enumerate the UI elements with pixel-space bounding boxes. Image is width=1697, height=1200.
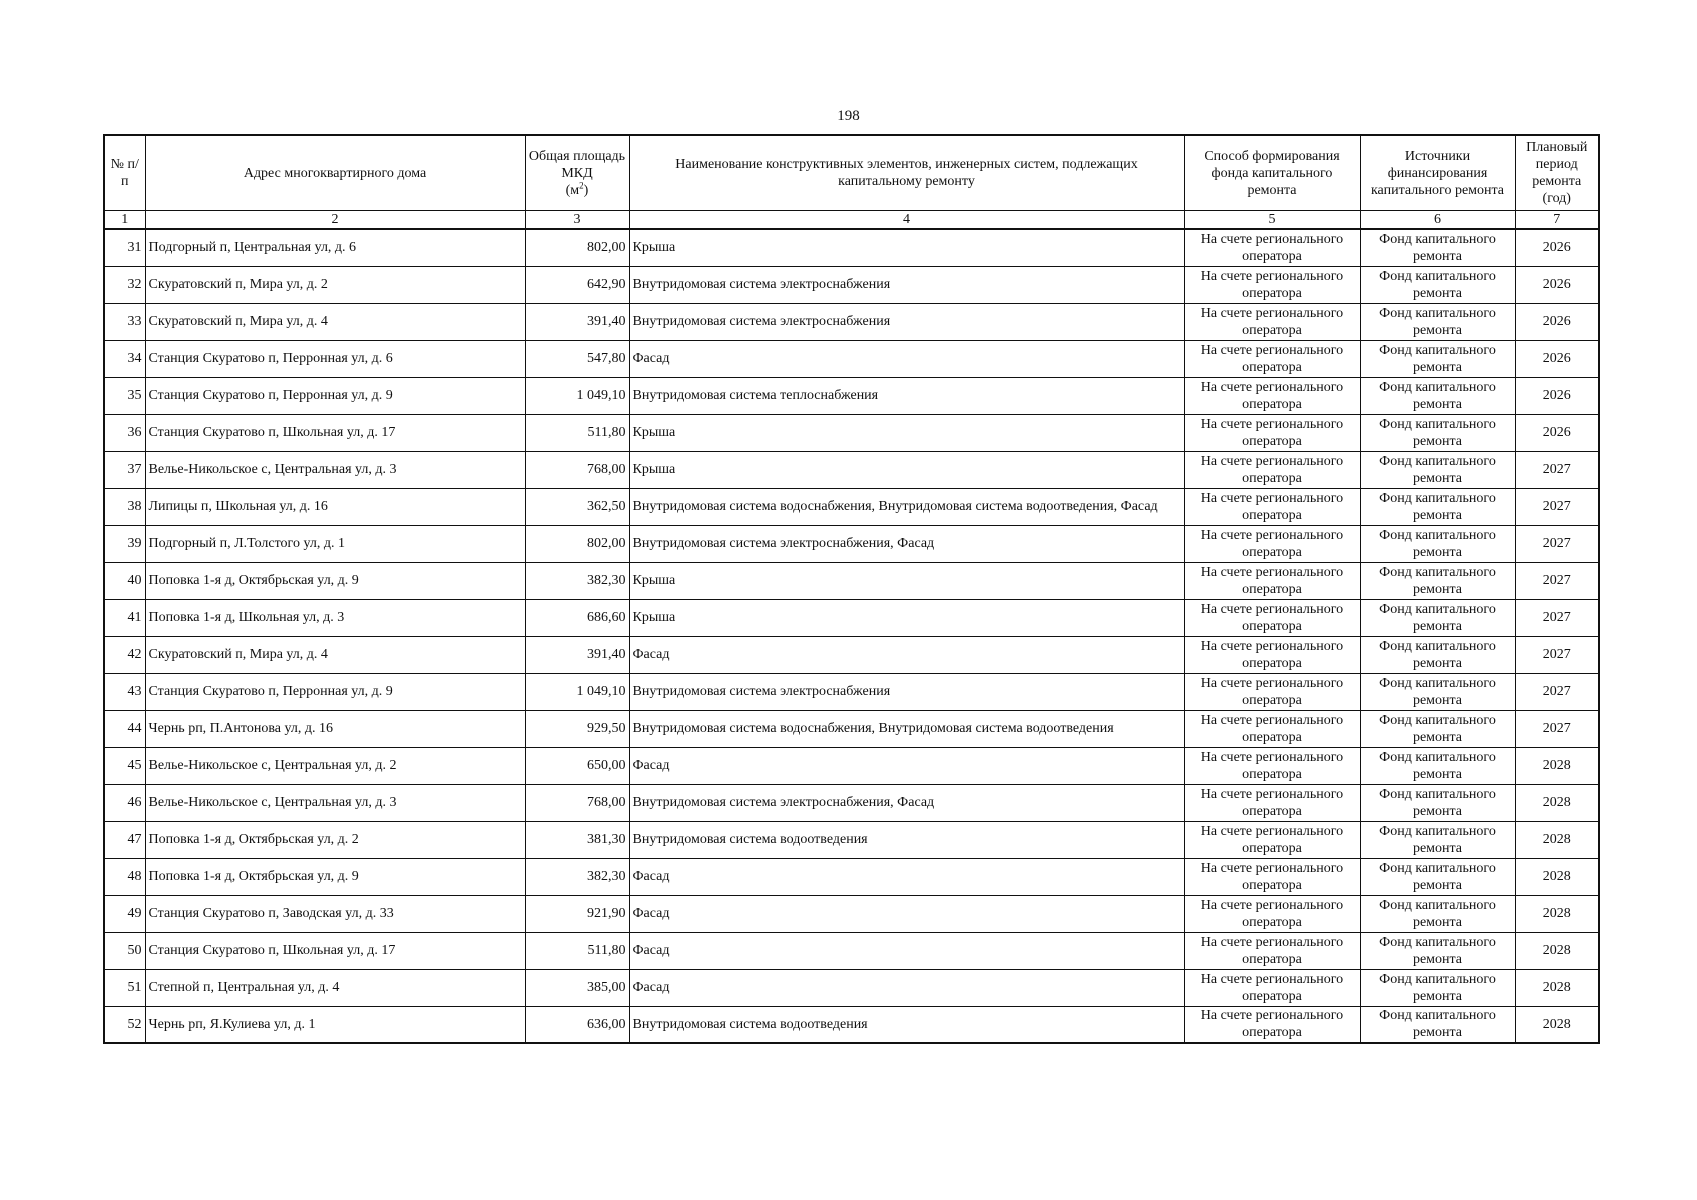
row-funding-method: На счете регионального оператора — [1184, 266, 1360, 303]
row-address: Подгорный п, Центральная ул, д. 6 — [145, 229, 525, 266]
row-elements: Внутридомовая система электроснабжения, Фасад — [629, 784, 1184, 821]
row-area: 768,00 — [525, 451, 629, 488]
row-planned-year: 2026 — [1515, 303, 1599, 340]
row-number: 32 — [104, 266, 145, 303]
row-funding-source: Фонд капитального ремонта — [1360, 599, 1515, 636]
row-address: Поповка 1-я д, Октябрьская ул, д. 9 — [145, 858, 525, 895]
row-elements: Внутридомовая система водоотведения — [629, 821, 1184, 858]
row-area: 1 049,10 — [525, 673, 629, 710]
header-num: № п/п — [104, 135, 145, 211]
row-address: Чернь рп, Я.Кулиева ул, д. 1 — [145, 1006, 525, 1043]
row-address: Поповка 1-я д, Октябрьская ул, д. 9 — [145, 562, 525, 599]
header-method: Способ формирования фонда капитального ремонта — [1184, 135, 1360, 211]
row-address: Чернь рп, П.Антонова ул, д. 16 — [145, 710, 525, 747]
row-funding-method: На счете регионального оператора — [1184, 229, 1360, 266]
row-planned-year: 2027 — [1515, 488, 1599, 525]
row-elements: Внутридомовая система водоснабжения, Внутридомовая система водоотведения, Фасад — [629, 488, 1184, 525]
row-funding-source: Фонд капитального ремонта — [1360, 895, 1515, 932]
row-elements: Внутридомовая система электроснабжения — [629, 266, 1184, 303]
table-row — [104, 451, 1599, 488]
table-body — [104, 229, 1599, 1043]
row-elements: Фасад — [629, 636, 1184, 673]
table-header-row — [104, 135, 1599, 211]
row-planned-year: 2026 — [1515, 340, 1599, 377]
row-funding-source: Фонд капитального ремонта — [1360, 414, 1515, 451]
row-elements: Крыша — [629, 599, 1184, 636]
row-area: 686,60 — [525, 599, 629, 636]
row-elements: Фасад — [629, 895, 1184, 932]
row-area: 385,00 — [525, 969, 629, 1006]
row-funding-source: Фонд капитального ремонта — [1360, 451, 1515, 488]
row-area: 511,80 — [525, 414, 629, 451]
row-funding-method: На счете регионального оператора — [1184, 784, 1360, 821]
row-planned-year: 2027 — [1515, 599, 1599, 636]
header-area-label: Общая площадь МКД — [528, 148, 626, 181]
row-elements: Фасад — [629, 969, 1184, 1006]
row-number: 47 — [104, 821, 145, 858]
row-area: 636,00 — [525, 1006, 629, 1043]
row-number: 33 — [104, 303, 145, 340]
column-number: 1 — [104, 211, 145, 230]
row-funding-method: На счете регионального оператора — [1184, 562, 1360, 599]
row-planned-year: 2026 — [1515, 266, 1599, 303]
row-planned-year: 2028 — [1515, 821, 1599, 858]
row-funding-method: На счете регионального оператора — [1184, 340, 1360, 377]
row-planned-year: 2026 — [1515, 229, 1599, 266]
row-number: 36 — [104, 414, 145, 451]
row-funding-method: На счете регионального оператора — [1184, 932, 1360, 969]
row-funding-method: На счете регионального оператора — [1184, 303, 1360, 340]
row-area: 768,00 — [525, 784, 629, 821]
row-funding-method: На счете регионального оператора — [1184, 673, 1360, 710]
repair-register-table — [103, 134, 1600, 1044]
row-funding-source: Фонд капитального ремонта — [1360, 969, 1515, 1006]
row-funding-source: Фонд капитального ремонта — [1360, 858, 1515, 895]
row-elements: Фасад — [629, 932, 1184, 969]
row-planned-year: 2027 — [1515, 710, 1599, 747]
column-number: 4 — [629, 211, 1184, 230]
row-number: 46 — [104, 784, 145, 821]
row-number: 45 — [104, 747, 145, 784]
row-address: Липицы п, Школьная ул, д. 16 — [145, 488, 525, 525]
row-number: 51 — [104, 969, 145, 1006]
row-elements: Внутридомовая система электроснабжения, Фасад — [629, 525, 1184, 562]
header-source: Источники финансирования капитального ремонта — [1360, 135, 1515, 211]
row-address: Станция Скуратово п, Перронная ул, д. 9 — [145, 673, 525, 710]
header-area-unit: $(м^2)$ — [565, 179, 589, 198]
row-funding-method: На счете регионального оператора — [1184, 895, 1360, 932]
row-funding-source: Фонд капитального ремонта — [1360, 303, 1515, 340]
row-elements: Внутридомовая система теплоснабжения — [629, 377, 1184, 414]
row-area: 511,80 — [525, 932, 629, 969]
row-number: 34 — [104, 340, 145, 377]
table-row — [104, 932, 1599, 969]
row-planned-year: 2026 — [1515, 377, 1599, 414]
row-funding-source: Фонд капитального ремонта — [1360, 821, 1515, 858]
table-row — [104, 562, 1599, 599]
row-address: Степной п, Центральная ул, д. 4 — [145, 969, 525, 1006]
table-row — [104, 377, 1599, 414]
table-row — [104, 673, 1599, 710]
row-funding-method: На счете регионального оператора — [1184, 414, 1360, 451]
row-address: Скуратовский п, Мира ул, д. 4 — [145, 636, 525, 673]
row-planned-year: 2027 — [1515, 636, 1599, 673]
header-period: Плановый период ремонта (год) — [1515, 135, 1599, 211]
row-number: 35 — [104, 377, 145, 414]
row-elements: Внутридомовая система электроснабжения — [629, 303, 1184, 340]
row-elements: Фасад — [629, 858, 1184, 895]
row-area: 802,00 — [525, 229, 629, 266]
row-elements: Крыша — [629, 414, 1184, 451]
row-funding-method: На счете регионального оператора — [1184, 710, 1360, 747]
row-area: 1 049,10 — [525, 377, 629, 414]
row-number: 50 — [104, 932, 145, 969]
table-row — [104, 969, 1599, 1006]
row-planned-year: 2028 — [1515, 1006, 1599, 1043]
row-address: Велье-Никольское с, Центральная ул, д. 3 — [145, 451, 525, 488]
row-address: Станция Скуратово п, Заводская ул, д. 33 — [145, 895, 525, 932]
table-row — [104, 525, 1599, 562]
row-elements: Крыша — [629, 562, 1184, 599]
row-funding-method: На счете регионального оператора — [1184, 636, 1360, 673]
table-row — [104, 636, 1599, 673]
row-area: 929,50 — [525, 710, 629, 747]
table-row — [104, 488, 1599, 525]
row-number: 42 — [104, 636, 145, 673]
row-funding-source: Фонд капитального ремонта — [1360, 377, 1515, 414]
row-funding-method: На счете регионального оператора — [1184, 525, 1360, 562]
row-planned-year: 2027 — [1515, 673, 1599, 710]
column-number: 2 — [145, 211, 525, 230]
row-elements: Крыша — [629, 451, 1184, 488]
row-area: 382,30 — [525, 562, 629, 599]
row-elements: Внутридомовая система водоснабжения, Внутридомовая система водоотведения — [629, 710, 1184, 747]
row-funding-method: На счете регионального оператора — [1184, 969, 1360, 1006]
row-funding-source: Фонд капитального ремонта — [1360, 784, 1515, 821]
row-number: 48 — [104, 858, 145, 895]
row-funding-source: Фонд капитального ремонта — [1360, 1006, 1515, 1043]
row-area: 547,80 — [525, 340, 629, 377]
header-address: Адрес многоквартирного дома — [145, 135, 525, 211]
table-row — [104, 747, 1599, 784]
table-row — [104, 784, 1599, 821]
row-funding-method: На счете регионального оператора — [1184, 858, 1360, 895]
row-number: 37 — [104, 451, 145, 488]
row-area: 391,40 — [525, 636, 629, 673]
row-number: 49 — [104, 895, 145, 932]
table-row — [104, 858, 1599, 895]
row-planned-year: 2028 — [1515, 969, 1599, 1006]
row-funding-source: Фонд капитального ремонта — [1360, 562, 1515, 599]
row-address: Велье-Никольское с, Центральная ул, д. 3 — [145, 784, 525, 821]
row-address: Скуратовский п, Мира ул, д. 4 — [145, 303, 525, 340]
row-funding-source: Фонд капитального ремонта — [1360, 636, 1515, 673]
table-row — [104, 599, 1599, 636]
row-funding-source: Фонд капитального ремонта — [1360, 673, 1515, 710]
row-planned-year: 2027 — [1515, 562, 1599, 599]
row-funding-method: На счете регионального оператора — [1184, 488, 1360, 525]
row-address: Подгорный п, Л.Толстого ул, д. 1 — [145, 525, 525, 562]
row-funding-method: На счете регионального оператора — [1184, 1006, 1360, 1043]
row-area: 642,90 — [525, 266, 629, 303]
row-area: 382,30 — [525, 858, 629, 895]
row-planned-year: 2027 — [1515, 451, 1599, 488]
row-address: Станция Скуратово п, Перронная ул, д. 9 — [145, 377, 525, 414]
column-number: 5 — [1184, 211, 1360, 230]
row-funding-method: На счете регионального оператора — [1184, 821, 1360, 858]
row-funding-source: Фонд капитального ремонта — [1360, 229, 1515, 266]
row-funding-method: На счете регионального оператора — [1184, 747, 1360, 784]
row-funding-method: На счете регионального оператора — [1184, 451, 1360, 488]
row-elements: Фасад — [629, 340, 1184, 377]
column-number: 7 — [1515, 211, 1599, 230]
row-number: 43 — [104, 673, 145, 710]
row-area: 381,30 — [525, 821, 629, 858]
row-planned-year: 2028 — [1515, 747, 1599, 784]
row-number: 44 — [104, 710, 145, 747]
row-address: Велье-Никольское с, Центральная ул, д. 2 — [145, 747, 525, 784]
table-row — [104, 895, 1599, 932]
table-row — [104, 303, 1599, 340]
row-address: Скуратовский п, Мира ул, д. 2 — [145, 266, 525, 303]
row-funding-method: На счете регионального оператора — [1184, 377, 1360, 414]
row-address: Поповка 1-я д, Октябрьская ул, д. 2 — [145, 821, 525, 858]
table-row — [104, 229, 1599, 266]
table-row — [104, 414, 1599, 451]
row-funding-source: Фонд капитального ремонта — [1360, 932, 1515, 969]
row-number: 52 — [104, 1006, 145, 1043]
row-number: 39 — [104, 525, 145, 562]
row-address: Поповка 1-я д, Школьная ул, д. 3 — [145, 599, 525, 636]
row-funding-source: Фонд капитального ремонта — [1360, 266, 1515, 303]
table-row — [104, 340, 1599, 377]
row-planned-year: 2028 — [1515, 784, 1599, 821]
row-number: 40 — [104, 562, 145, 599]
row-address: Станция Скуратово п, Школьная ул, д. 17 — [145, 414, 525, 451]
row-elements: Крыша — [629, 229, 1184, 266]
row-funding-source: Фонд капитального ремонта — [1360, 525, 1515, 562]
header-elements: Наименование конструктивных элементов, инженерных систем, подлежащих капитальному ремонту — [629, 135, 1184, 211]
row-area: 391,40 — [525, 303, 629, 340]
row-funding-source: Фонд капитального ремонта — [1360, 340, 1515, 377]
row-area: 362,50 — [525, 488, 629, 525]
column-number-row — [104, 211, 1599, 230]
row-planned-year: 2027 — [1515, 525, 1599, 562]
row-address: Станция Скуратово п, Школьная ул, д. 17 — [145, 932, 525, 969]
row-funding-source: Фонд капитального ремонта — [1360, 747, 1515, 784]
row-planned-year: 2028 — [1515, 895, 1599, 932]
row-elements: Фасад — [629, 747, 1184, 784]
column-number: 6 — [1360, 211, 1515, 230]
row-area: 921,90 — [525, 895, 629, 932]
table-row — [104, 1006, 1599, 1043]
column-number: 3 — [525, 211, 629, 230]
header-area — [525, 135, 629, 211]
row-area: 802,00 — [525, 525, 629, 562]
row-planned-year: 2026 — [1515, 414, 1599, 451]
table-row — [104, 821, 1599, 858]
row-planned-year: 2028 — [1515, 858, 1599, 895]
row-funding-source: Фонд капитального ремонта — [1360, 710, 1515, 747]
row-area: 650,00 — [525, 747, 629, 784]
row-planned-year: 2028 — [1515, 932, 1599, 969]
row-elements: Внутридомовая система электроснабжения — [629, 673, 1184, 710]
row-funding-method: На счете регионального оператора — [1184, 599, 1360, 636]
row-number: 41 — [104, 599, 145, 636]
page-number: 198 — [837, 108, 860, 124]
row-number: 31 — [104, 229, 145, 266]
table-row — [104, 710, 1599, 747]
row-funding-source: Фонд капитального ремонта — [1360, 488, 1515, 525]
row-elements: Внутридомовая система водоотведения — [629, 1006, 1184, 1043]
row-address: Станция Скуратово п, Перронная ул, д. 6 — [145, 340, 525, 377]
table-row — [104, 266, 1599, 303]
row-number: 38 — [104, 488, 145, 525]
